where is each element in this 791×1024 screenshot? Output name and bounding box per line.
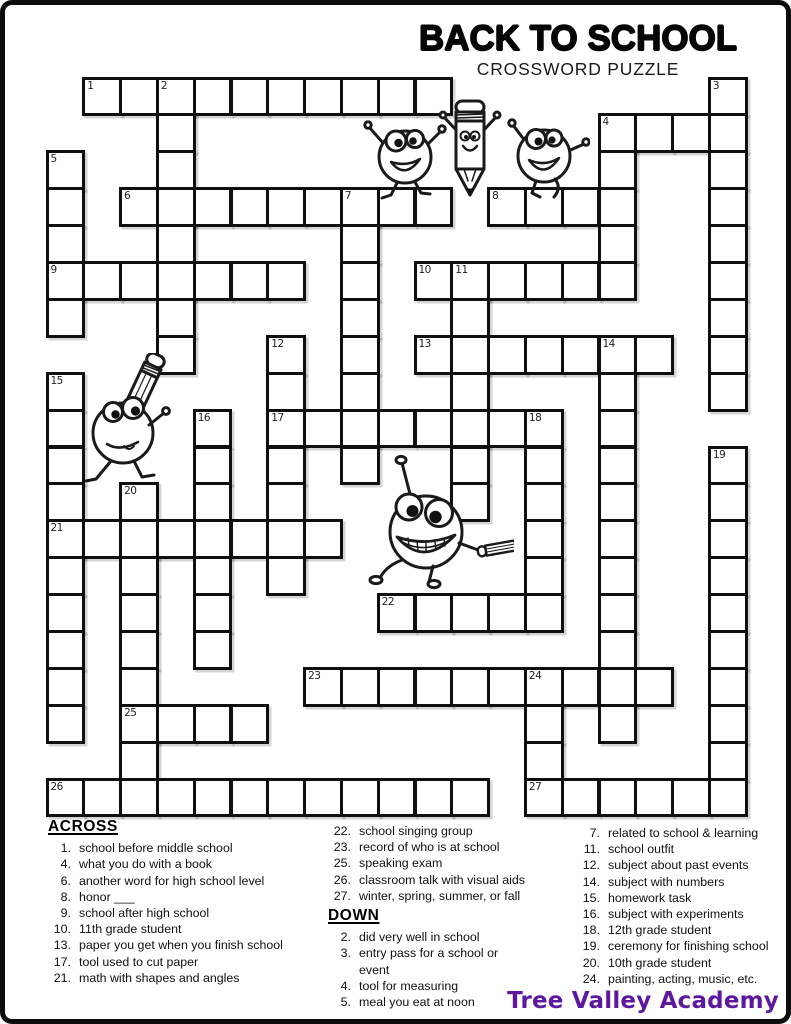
grid-cell [193,778,233,818]
clue-item [328,945,528,977]
down-header: DOWN [328,907,380,925]
grid-cell [46,298,86,338]
grid-cell [340,372,380,412]
clue-text: meal you eat at noon [359,995,475,1010]
grid-cell [598,224,638,264]
grid-cell-number: 7 [344,190,352,203]
grid-cell [82,261,122,301]
grid-cell [708,372,748,412]
grid-cell [708,113,748,153]
clue-number: 19. [582,939,600,954]
clue-text: subject with numbers [608,874,725,889]
grid-cell [303,519,343,559]
grid-cell [414,778,454,818]
grid-cell [487,667,527,707]
grid-cell [708,741,748,781]
clue-number: 8. [60,889,71,904]
grid-cell-number: 19 [712,448,726,461]
grid-cell-number: 26 [50,780,63,793]
grid-cell [598,187,638,227]
grid-cell [266,482,306,522]
grid-cell [671,778,711,818]
clue-item [577,857,789,873]
grid-cell-number: 24 [528,669,542,682]
grid-cell [708,482,748,522]
grid-cell [46,593,86,633]
grid-cell [119,593,159,633]
grid-cell [193,593,233,633]
ball-character-with-big-pencil [76,353,211,491]
clue-item [577,955,789,971]
clue-text: homework task [608,890,692,905]
clue-number: 5. [340,995,351,1010]
clue-item [328,929,528,945]
clue-item [577,841,789,857]
grid-cell-number: 12 [271,337,284,350]
grid-cell [46,667,86,707]
grid-cell [230,519,270,559]
grid-cell-number: 22 [381,596,395,609]
grid-cell [450,335,490,375]
grid-cell [156,113,196,153]
clue-number: 7. [589,826,600,840]
grid-cell [598,778,638,818]
grid-cell-number: 15 [50,374,63,387]
clue-item [577,971,789,987]
grid-cell [46,704,86,744]
clue-number: 10. [53,922,71,937]
grid-cell [340,335,380,375]
grid-cell [193,519,233,559]
grid-cell [708,519,748,559]
grid-cell-number: 16 [197,411,211,424]
grid-cell [156,704,196,744]
grid-cell [598,704,638,744]
clue-text: 11th grade student [79,922,182,937]
grid-cell [524,519,564,559]
grid-cell [156,519,196,559]
clue-text: winter, spring, summer, or fall [359,888,521,903]
grid-cell [193,704,233,744]
clue-text: school singing group [359,824,473,838]
clue-number: 16. [582,907,600,922]
grid-cell [46,187,86,227]
clue-item [48,905,324,921]
grid-cell [598,335,638,375]
grid-cell [119,704,159,744]
grid-cell [708,335,748,375]
grid-cell [156,224,196,264]
grid-cell [561,335,601,375]
grid-cell [377,593,417,633]
grid-cell [524,409,564,449]
grid-cell [266,519,306,559]
grid-cell [598,113,638,153]
grid-cell [524,556,564,596]
grid-cell [708,298,748,338]
clue-text: 10th grade student [608,955,712,970]
clue-number: 9. [60,906,71,921]
grid-cell [708,778,748,818]
grid-cell [377,667,417,707]
grid-cell [450,593,490,633]
grid-cell [82,77,122,117]
grid-cell [524,261,564,301]
jumping-ball-character-right [498,106,590,200]
clue-text: honor ___ [79,889,135,904]
clue-text: another word for high school level [79,873,265,888]
clue-number: 23. [333,840,351,855]
grid-cell [708,150,748,190]
grid-cell [377,778,417,818]
clue-text: school before middle school [79,841,233,856]
grid-cell [266,261,306,301]
grid-cell [524,741,564,781]
grid-cell [266,77,306,117]
grid-cell [524,778,564,818]
grid-cell-number: 27 [528,780,542,793]
clue-number: 3. [340,946,351,961]
clue-text: subject about past events [608,858,749,873]
grid-cell [119,741,159,781]
grid-cell [46,519,86,559]
clues-column-1 [48,819,324,986]
page-title: BACK TO SCHOOL [418,19,738,58]
grid-cell [634,667,674,707]
grid-cell-number: 25 [124,706,137,719]
grid-cell-number: 1 [87,79,94,92]
grid-cell [230,187,270,227]
grid-cell [46,224,86,264]
grid-cell [119,77,159,117]
clue-item [48,970,324,986]
grid-cell [340,224,380,264]
grid-cell [524,446,564,486]
grid-cell [82,519,122,559]
grid-cell [266,409,306,449]
grid-cell [634,335,674,375]
grid-cell [193,261,233,301]
grid-cell [340,409,380,449]
grid-cell [119,667,159,707]
grid-cell [230,704,270,744]
grid-cell [340,778,380,818]
grid-cell [266,446,306,486]
grid-cell [303,187,343,227]
grid-cell [266,556,306,596]
grid-cell-number: 2 [160,79,168,92]
grid-cell [193,187,233,227]
grid-cell [561,778,601,818]
clue-text: school after high school [79,906,210,921]
grid-cell [450,409,490,449]
grid-cell [193,630,233,670]
grid-cell [156,77,196,117]
clue-item [328,872,528,888]
clue-item [328,978,528,994]
clue-number: 4. [340,978,351,993]
grid-cell [266,335,306,375]
grid-cell [598,593,638,633]
grid-cell [561,667,601,707]
grid-cell [671,113,711,153]
clue-text: ceremony for finishing school [608,939,769,954]
grid-cell [414,593,454,633]
grid-cell [119,519,159,559]
clue-item [328,823,528,839]
grid-cell [156,261,196,301]
grid-cell [119,556,159,596]
grid-cell [340,667,380,707]
across-clue-list-continued [328,823,528,904]
grid-cell [598,630,638,670]
clue-item [48,954,324,970]
clue-item [328,888,528,904]
grid-cell [266,372,306,412]
grid-cell [598,261,638,301]
clue-item [48,921,324,937]
grid-cell [450,261,490,301]
grid-cell [119,261,159,301]
clue-number: 24. [582,971,600,986]
clue-item [48,840,324,856]
grid-cell [46,150,86,190]
clue-text: what you do with a book [79,857,212,872]
grid-cell [119,630,159,670]
grid-cell [524,667,564,707]
grid-cell [524,704,564,744]
clue-text: tool for measuring [359,978,459,993]
grid-cell [598,519,638,559]
clue-item [577,906,789,922]
grid-cell [414,409,454,449]
clue-text: classroom talk with visual aids [359,872,525,887]
clue-number: 20. [582,955,600,970]
clue-text: entry pass for a school or event [359,946,499,977]
clue-text: math with shapes and angles [79,970,240,985]
grid-cell-number: 20 [124,485,137,498]
clue-item [328,994,528,1010]
grid-cell [119,187,159,227]
clue-item [577,938,789,954]
grid-cell [193,556,233,596]
grid-cell [598,150,638,190]
grid-cell [708,667,748,707]
grid-cell [340,298,380,338]
grid-cell [193,77,233,117]
grid-cell [524,335,564,375]
grid-cell [487,593,527,633]
grid-cell-number: 9 [50,264,57,276]
grid-cell [598,556,638,596]
clue-text: record of who is at school [359,840,500,855]
grid-cell [524,482,564,522]
clue-number: 15. [582,890,600,905]
clue-text: related to school & learning [608,826,759,840]
grid-cell [487,409,527,449]
clue-text: did very well in school [359,930,480,945]
grid-cell [377,409,417,449]
grid-cell [230,261,270,301]
grid-cell-number: 17 [271,411,284,424]
clue-item [577,825,789,841]
down-clue-list-continued [577,825,789,987]
pencil-character [438,97,502,199]
grid-cell [598,482,638,522]
clue-number: 11. [583,842,600,857]
grid-cell [450,778,490,818]
grid-cell [156,187,196,227]
clue-number: 1. [60,841,71,856]
clue-text: speaking exam [359,856,443,871]
clue-text: school outfit [608,842,675,857]
grid-cell [598,372,638,412]
clue-number: 27. [333,888,351,903]
grid-cell [414,667,454,707]
grid-cell-number: 13 [418,337,431,350]
clue-number: 21. [53,970,71,985]
grid-cell [634,778,674,818]
grid-cell [156,150,196,190]
grid-cell [303,667,343,707]
grid-cell [487,261,527,301]
grid-cell [450,667,490,707]
branding-text: Tree Valley Academy [507,988,779,1014]
clue-text: 12th grade student [608,923,712,938]
clues-column-2 [328,823,528,1010]
grid-cell-number: 14 [602,337,615,350]
clue-number: 26. [333,872,351,887]
down-clue-list [328,929,528,1010]
grid-cell [266,187,306,227]
grid-cell [119,778,159,818]
grid-cell-number: 6 [124,190,131,203]
clue-item [577,922,789,938]
grid-cell [450,372,490,412]
grid-cell-number: 11 [455,264,468,276]
grid-cell-number: 21 [50,522,63,535]
grid-cell-number: 4 [602,116,609,129]
across-clue-list [48,840,324,986]
grid-cell [708,187,748,227]
clue-item [48,873,324,889]
clue-number: 12. [582,858,600,873]
grid-cell [708,593,748,633]
grid-cell [340,261,380,301]
grid-cell [450,298,490,338]
grid-cell-number: 5 [50,153,57,166]
grid-cell [708,630,748,670]
clue-text: paper you get when you finish school [79,938,283,953]
grid-cell-number: 8 [492,190,499,203]
clue-number: 13. [53,938,71,953]
grid-cell [82,778,122,818]
grid-cell [230,77,270,117]
clue-number: 17. [53,954,71,969]
clue-item [577,874,789,890]
grid-cell [46,556,86,596]
grid-cell-number: 18 [528,411,542,424]
grid-cell-number: 23 [308,669,321,682]
grid-cell [156,298,196,338]
across-header: ACROSS [48,818,118,835]
grid-cell [46,630,86,670]
grid-cell [230,778,270,818]
grid-cell [46,778,86,818]
running-ball-character-with-pencil [356,450,514,590]
grid-cell [708,556,748,596]
clue-number: 25. [333,856,351,871]
page-subtitle: CROSSWORD PUZZLE [476,59,680,79]
clue-number: 6. [60,873,71,888]
grid-cell [708,224,748,264]
clue-item [48,937,324,953]
grid-cell [524,593,564,633]
clue-item [48,856,324,872]
grid-cell [303,77,343,117]
clue-item [48,889,324,905]
grid-cell [708,77,748,117]
grid-cell [708,261,748,301]
grid-cell-number: 3 [712,79,720,92]
clues-column-3 [577,825,789,987]
clue-number: 2. [340,930,351,945]
clue-text: tool used to cut paper [79,954,199,969]
clue-text: painting, acting, music, etc. [608,971,758,986]
grid-cell [561,261,601,301]
grid-cell [266,778,306,818]
grid-cell [414,261,454,301]
clue-number: 14. [582,874,600,889]
title-block [408,20,748,80]
grid-cell [598,446,638,486]
grid-cell-number: 10 [418,264,431,276]
clue-number: 4. [60,857,71,872]
grid-cell [487,335,527,375]
jumping-ball-character-left [362,104,450,200]
grid-cell [598,409,638,449]
clue-item [577,890,789,906]
clue-text: subject with experiments [608,907,744,922]
clue-number: 22. [333,824,351,838]
grid-cell [708,704,748,744]
clue-item [328,839,528,855]
grid-cell [303,409,343,449]
clue-number: 18. [582,923,600,938]
clue-item [328,855,528,871]
grid-cell [598,667,638,707]
grid-cell [634,113,674,153]
grid-cell [708,446,748,486]
grid-cell [156,778,196,818]
grid-cell [414,335,454,375]
grid-cell [46,261,86,301]
grid-cell [303,778,343,818]
